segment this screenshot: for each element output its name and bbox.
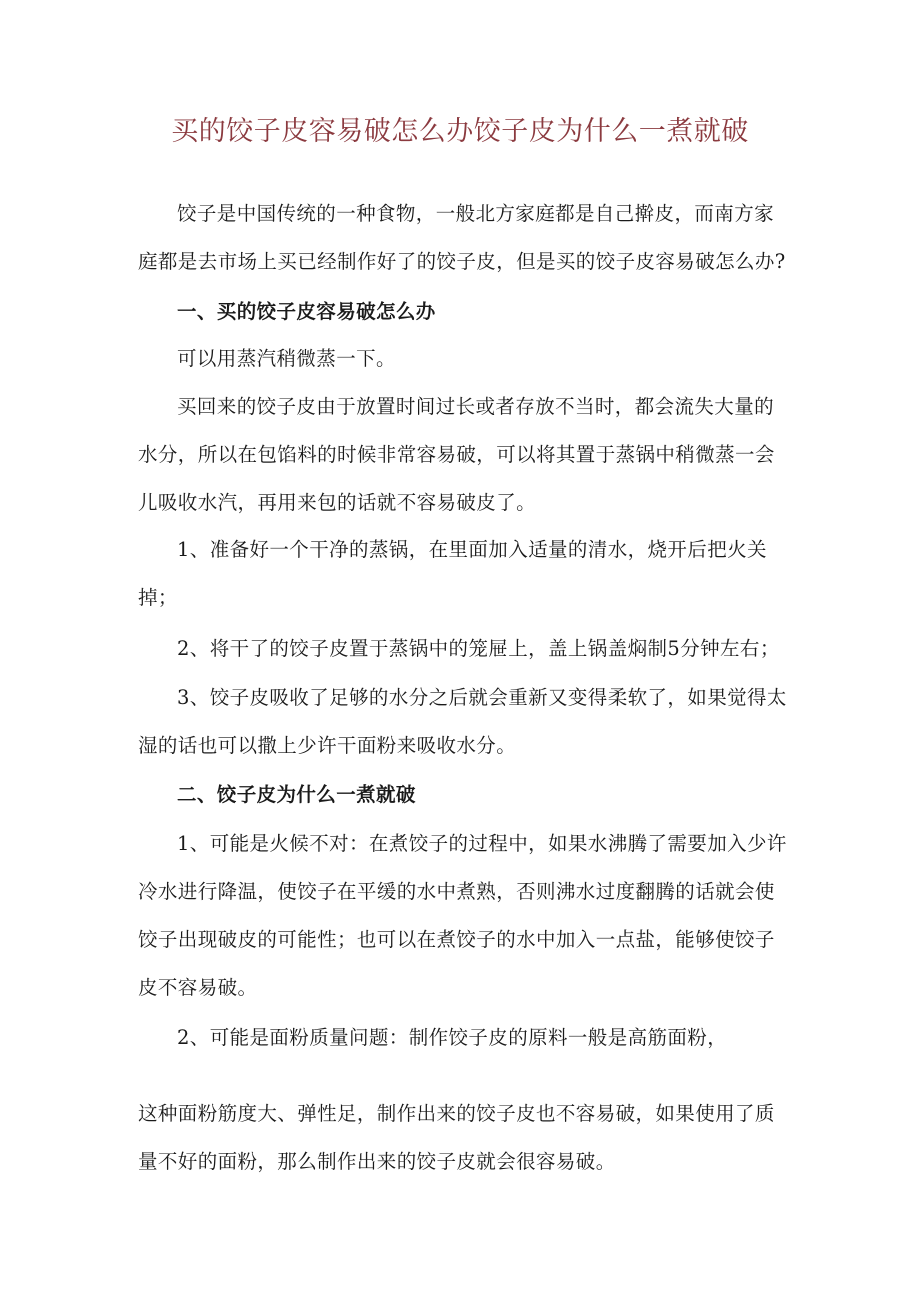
section-2-heading: 二、饺子皮为什么一煮就破 xyxy=(177,783,416,806)
document-title: 买的饺子皮容易破怎么办饺子皮为什么一煮就破 xyxy=(171,116,749,147)
intro-paragraph: 饺子是中国传统的一种食物，一般北方家庭都是自己擀皮，而南方家庭都是去市场上买已经制作好了的饺子皮，但是买的饺子皮容易破怎么办? xyxy=(138,202,786,273)
section-1-heading: 一、买的饺子皮容易破怎么办 xyxy=(177,300,436,323)
section-1-step-1: 1、准备好一个干净的蒸锅，在里面加入适量的清水，烧开后把火关掉； xyxy=(138,538,767,609)
section-2-reason-1: 1、可能是火候不对：在煮饺子的过程中，如果水沸腾了需要加入少许冷水进行降温，使饺子在平缓的水中煮熟，否则沸水过度翻腾的话就会使饺子出现破皮的可能性；也可以在煮饺子的水中加入一点盐，能够使饺子皮不容易破。 xyxy=(138,832,787,999)
section-1-step-2: 2、将干了的饺子皮置于蒸锅中的笼屉上，盖上锅盖焖制5分钟左右； xyxy=(177,637,780,660)
section-2-reason-2-continued: 这种面粉筋度大、弹性足，制作出来的饺子皮也不容易破，如果使用了质量不好的面粉，那么制作出来的饺子皮就会很容易破。 xyxy=(138,1102,775,1173)
section-2-reason-2: 2、可能是面粉质量问题：制作饺子皮的原料一般是高筋面粉， xyxy=(177,1026,728,1049)
section-1-paragraph-2: 买回来的饺子皮由于放置时间过长或者存放不当时，都会流失大量的水分，所以在包馅料的时候非常容易破，可以将其置于蒸锅中稍微蒸一会儿吸收水汽，再用来包的话就不容易破皮了。 xyxy=(138,395,775,514)
section-1-paragraph-1: 可以用蒸汽稍微蒸一下。 xyxy=(177,347,396,370)
section-1-step-3: 3、饺子皮吸收了足够的水分之后就会重新又变得柔软了，如果觉得太湿的话也可以撒上少许干面粉来吸收水分。 xyxy=(138,686,787,757)
